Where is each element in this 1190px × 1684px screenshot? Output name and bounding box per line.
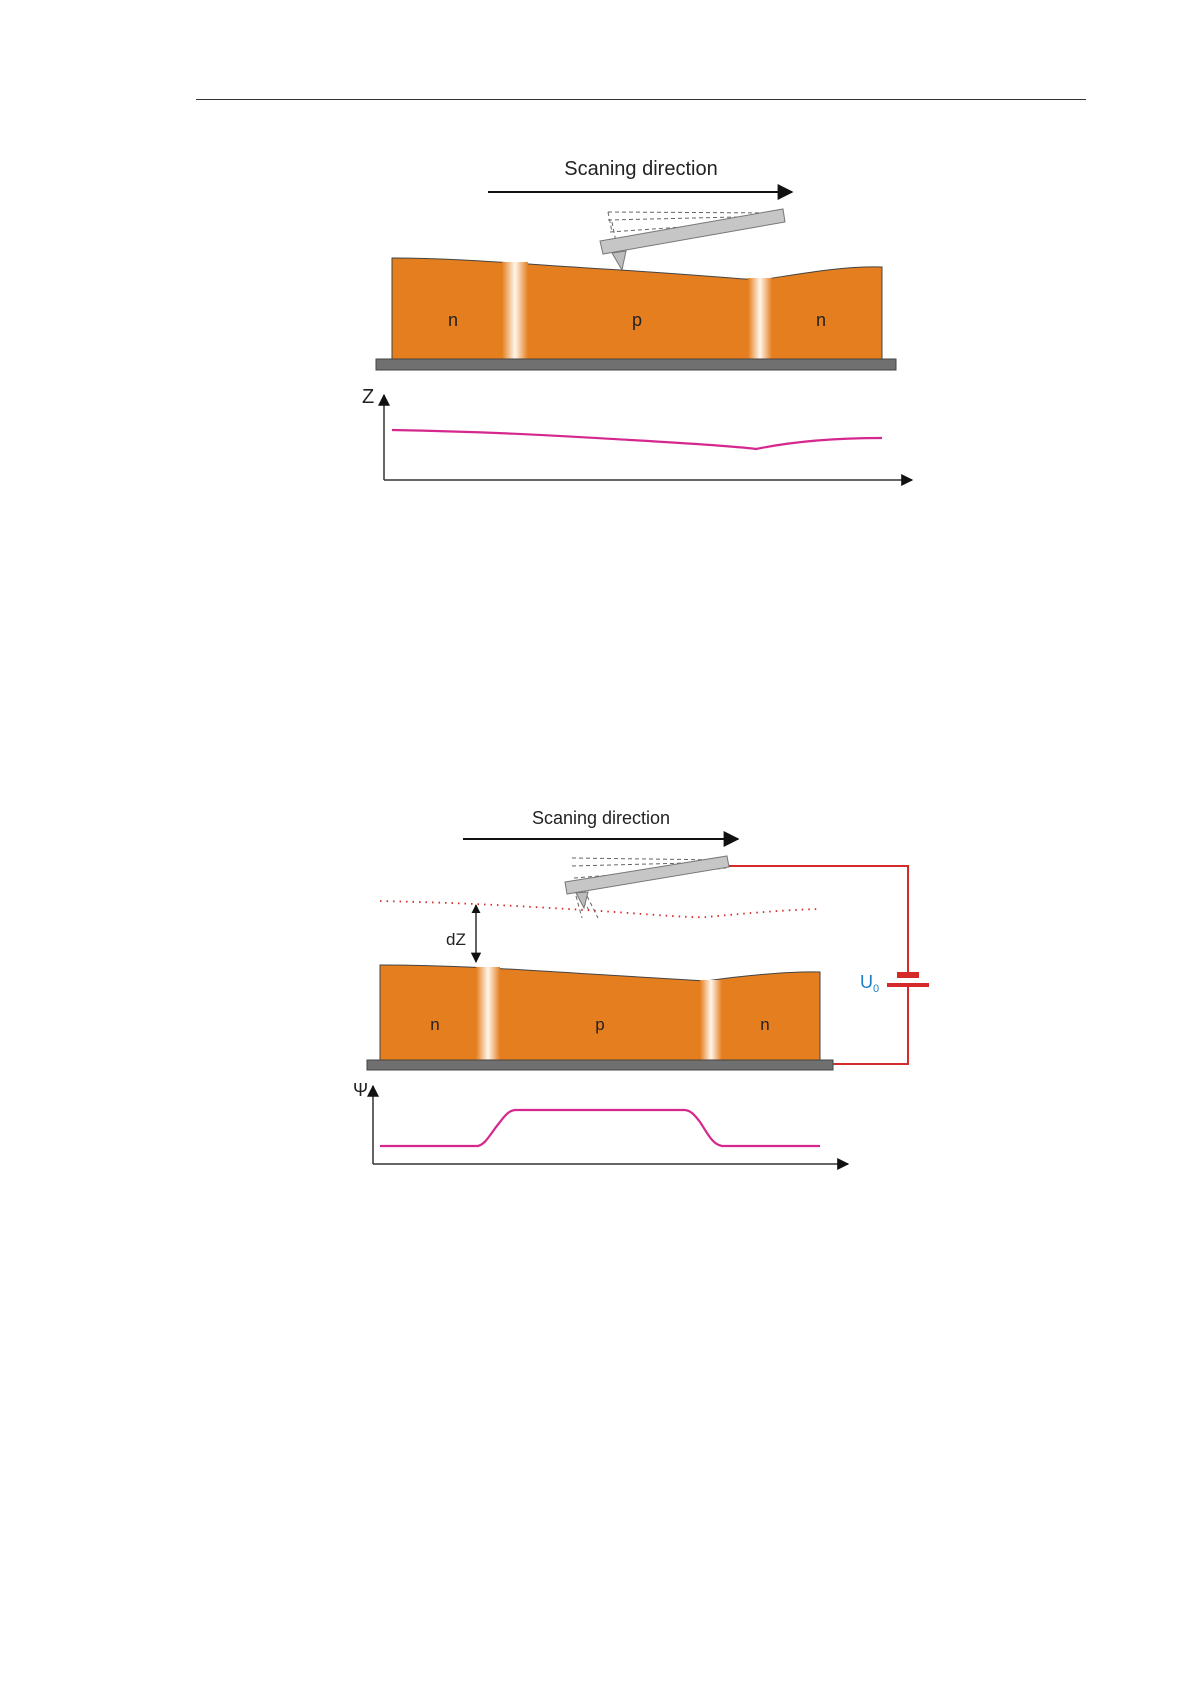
probe-trajectory [380,901,820,917]
pn-junction-right [748,278,772,359]
region-label-n-right-2: n [760,1015,770,1034]
battery-plate-short [897,972,919,978]
height-profile-trace [392,430,882,449]
psi-axis-label: Ψ [353,1080,369,1100]
figure-2 [353,808,929,1164]
region-label-p-2: p [595,1015,605,1034]
probe-tip [612,251,626,270]
region-label-n-left: n [447,310,459,330]
figure-1 [362,158,912,480]
lift-height-label: dZ [446,930,466,949]
substrate [376,359,896,370]
substrate-2 [367,1060,833,1070]
cantilever [600,209,785,254]
probe-tip-2 [576,892,588,908]
voltage-label: $U_0$ [860,972,880,995]
battery-plate-long [887,983,929,987]
pn-junction-left-2 [476,967,500,1060]
pn-junction-right-2 [700,980,722,1060]
sample-body-2 [380,965,820,1060]
scanning-direction-label-2: Scaning direction [531,808,671,828]
surface-potential-trace [380,1110,820,1146]
sample-body [392,258,882,359]
region-label-n-right: n [815,310,827,330]
region-label-p: p [631,310,643,330]
circuit-wire-bottom [833,987,908,1064]
z-axis-label: Z [362,386,375,408]
circuit-wire-top [729,866,908,975]
scanning-direction-label: Scaning direction [564,158,718,180]
region-label-n-left-2: n [430,1015,440,1034]
pn-junction-left [502,262,528,359]
cantilever-2 [565,856,729,894]
